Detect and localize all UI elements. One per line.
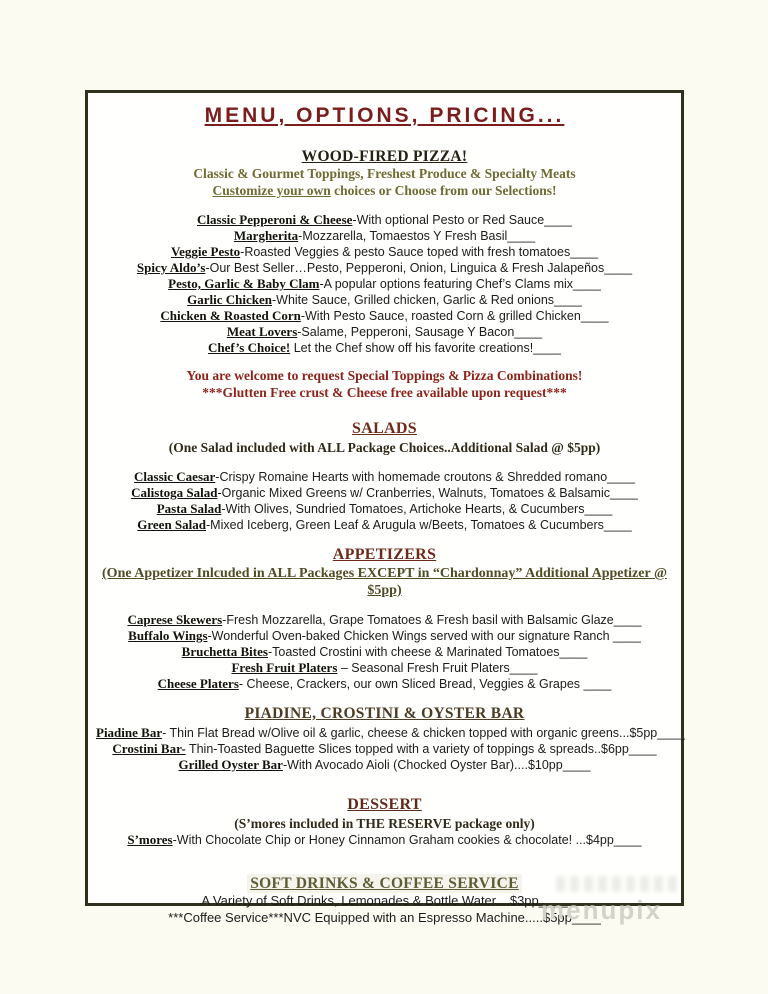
section-heading-drinks: SOFT DRINKS & COFFEE SERVICE: [247, 874, 522, 893]
item-name: Grilled Oyster Bar: [178, 757, 283, 772]
spacer: [96, 785, 673, 795]
menu-item: [96, 725, 686, 741]
item-desc: -White Sauce, Grilled chicken, Garlic & Red onions____: [271, 293, 582, 307]
item-name: Bruchetta Bites: [181, 644, 268, 659]
item-name: Margherita: [233, 228, 299, 243]
item-name: Pasta Salad: [156, 501, 222, 516]
item-desc: -With Avocado Aioli (Chocked Oyster Bar)....$10pp____: [282, 758, 591, 772]
item-desc: -Organic Mixed Greens w/ Cranberries, Walnuts, Tomatoes & Balsamic____: [217, 486, 638, 500]
piadine-item-list: [96, 725, 686, 773]
item-desc: -Toasted Crostini with cheese & Marinated Tomatoes____: [267, 645, 588, 659]
menu-item: [96, 212, 673, 228]
menu-item: [96, 676, 673, 692]
item-name: Spicy Aldo’s: [136, 260, 206, 275]
appetizers-subtitle: (One Appetizer Inlcuded in ALL Packages EXCEPT in “Chardonnay” Additional Appetizer @ $5pp): [102, 566, 667, 598]
section-heading-piadine: PIADINE, CROSTINI & OYSTER BAR: [244, 705, 525, 722]
item-name: Buffalo Wings: [128, 628, 208, 643]
item-desc: – Seasonal Fresh Fruit Platers____: [337, 661, 538, 675]
item-name: Classic Pepperoni & Cheese: [197, 212, 353, 227]
menu-item: [96, 292, 673, 308]
menu-item: [96, 469, 673, 485]
menu-item: [96, 660, 673, 676]
section-dessert: [96, 795, 673, 848]
item-name: Chef’s Choice!: [208, 340, 291, 355]
section-appetizers: [96, 545, 673, 692]
item-desc: -Our Best Seller…Pesto, Pepperoni, Onion, Linguica & Fresh Jalapeños____: [205, 261, 633, 275]
item-name: Crostini Bar-: [112, 741, 186, 756]
salads-item-list: [96, 469, 673, 533]
menu-item: [96, 644, 673, 660]
menu-item: [96, 612, 673, 628]
item-desc: -With Pesto Sauce, roasted Corn & grilled Chicken____: [300, 309, 609, 323]
item-name: Classic Caesar: [134, 469, 216, 484]
menu-item: [96, 501, 673, 517]
item-name: Piadine Bar: [96, 725, 163, 740]
item-name: Cheese Platers: [157, 676, 239, 691]
dessert-subtitle: (S’mores included in THE RESERVE package only): [234, 816, 535, 831]
item-name: Green Salad: [137, 517, 207, 532]
pizza-subtitle-2-rest: choices or Choose from our Selections!: [330, 182, 557, 198]
item-name: S’mores: [127, 832, 173, 847]
item-desc: Let the Chef show off his favorite creations!____: [290, 341, 561, 355]
menu-item: [96, 628, 673, 644]
menu-item: [96, 741, 673, 757]
menupix-watermark: menupix: [541, 895, 662, 925]
item-desc: -Wonderful Oven-baked Chicken Wings served with our signature Ranch ____: [207, 629, 641, 643]
menu-title: MENU, OPTIONS, PRICING...: [204, 104, 565, 127]
menu-item: [96, 832, 673, 848]
item-desc: Thin-Toasted Baguette Slices topped with a variety of toppings & spreads..$6pp____: [185, 742, 657, 756]
drinks-line-2: ***Coffee Service***NVC Equipped with an Espresso Machine.....$5pp____: [168, 909, 601, 925]
item-name: Pesto, Garlic & Baby Clam: [168, 276, 320, 291]
pizza-note-2: ***Glutten Free crust & Cheese free available upon request***: [202, 384, 567, 400]
item-desc: -With Chocolate Chip or Honey Cinnamon Graham cookies & chocolate! ...$4pp____: [172, 833, 642, 847]
appetizers-item-list: [96, 612, 673, 692]
section-salads: [96, 419, 673, 533]
item-desc: - Thin Flat Bread w/Olive oil & garlic, cheese & chicken topped with organic greens...$5pp____: [162, 726, 686, 740]
item-desc: -With Olives, Sundried Tomatoes, Artichoke Hearts, & Cucumbers____: [221, 502, 613, 516]
section-heading-appetizers: APPETIZERS: [332, 546, 437, 563]
spacer: [96, 401, 673, 419]
item-name: Caprese Skewers: [127, 612, 223, 627]
pizza-note-1: You are welcome to request Special Toppings & Pizza Combinations!: [186, 368, 583, 383]
pizza-subtitle-2-underlined: Customize your own: [212, 182, 331, 198]
item-desc: -A popular options featuring Chef’s Clams mix____: [319, 277, 601, 291]
menu-item: [96, 260, 673, 276]
menu-item: [96, 244, 673, 260]
item-desc: -Roasted Veggies & pesto Sauce toped with fresh tomatoes____: [240, 245, 599, 259]
pizza-item-list: [96, 212, 673, 356]
menu-item: [96, 340, 673, 356]
spacer: [96, 848, 673, 874]
item-name: Chicken & Roasted Corn: [160, 308, 301, 323]
item-name: Garlic Chicken: [187, 292, 272, 307]
drinks-line-1: A Variety of Soft Drinks, Lemonades & Bottle Water....$3pp____: [201, 893, 568, 908]
menu-item: [96, 757, 673, 773]
item-name: Meat Lovers: [226, 324, 298, 339]
item-desc: -Fresh Mozzarella, Grape Tomatoes & Fresh basil with Balsamic Glaze____: [222, 613, 642, 627]
pizza-subtitle-1: Classic & Gourmet Toppings, Freshest Produce & Specialty Meats: [193, 166, 576, 181]
item-desc: -Salame, Pepperoni, Sausage Y Bacon____: [297, 325, 543, 339]
menu-item: [96, 308, 673, 324]
salads-subtitle: (One Salad included with ALL Package Choices..Additional Salad @ $5pp): [168, 440, 601, 455]
item-name: Calistoga Salad: [131, 485, 218, 500]
item-desc: -Mixed Iceberg, Green Leaf & Arugula w/Beets, Tomatoes & Cucumbers____: [206, 518, 632, 532]
item-name: Fresh Fruit Platers: [231, 660, 338, 675]
section-pizza: [96, 147, 673, 401]
menu-item: [96, 517, 673, 533]
menu-item: [96, 228, 673, 244]
section-piadine: [96, 704, 686, 773]
item-desc: -With optional Pesto or Red Sauce____: [352, 213, 572, 227]
menu-item: [96, 324, 673, 340]
section-heading-salads: SALADS: [352, 420, 417, 437]
item-desc: -Crispy Romaine Hearts with homemade croutons & Shredded romano____: [215, 470, 635, 484]
menu-item: [96, 276, 673, 292]
item-name: Veggie Pesto: [170, 244, 241, 259]
item-desc: - Cheese, Crackers, our own Sliced Bread, Veggies & Grapes ____: [238, 677, 612, 691]
item-desc: -Mozzarella, Tomaestos Y Fresh Basil____: [298, 229, 536, 243]
menu-item: [96, 485, 673, 501]
pizza-subtitle-2: [96, 183, 673, 200]
section-heading-pizza: WOOD-FIRED PIZZA!: [301, 148, 468, 165]
section-heading-dessert: DESSERT: [347, 796, 422, 813]
faint-watermark-smudge: [556, 876, 682, 892]
